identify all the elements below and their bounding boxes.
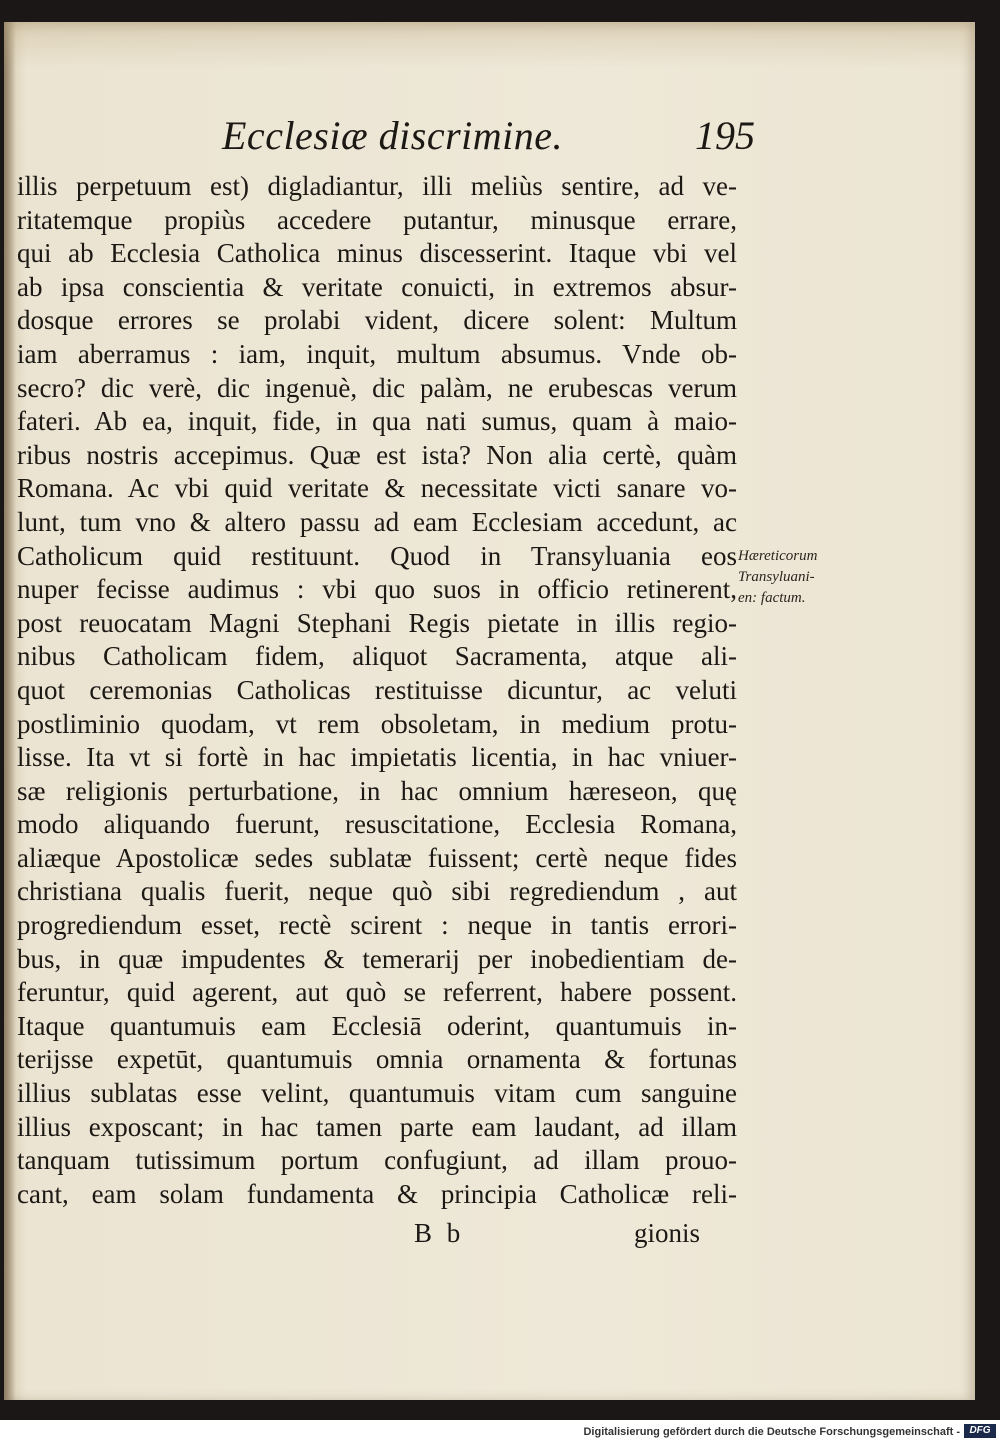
text-line: quot ceremonias Catholicas restituisse dicuntur, ac veluti (17, 674, 737, 705)
marginal-note (738, 546, 870, 609)
text-line: terijsse expetūt, quantumuis omnia ornamenta & fortunas (17, 1044, 737, 1075)
text-line: qui ab Ecclesia Catholica minus discesserint. Itaque vbi vel (17, 238, 737, 269)
catchword: gionis (634, 1218, 701, 1248)
text-line: Romana. Ac vbi quid veritate & necessitate victi sanare vo- (17, 473, 737, 504)
text-line: nuper fecisse audimus : vbi quo suos in officio retinerent, (17, 574, 737, 605)
text-line: postliminio quodam, vt rem obsoletam, in medium protu- (17, 708, 737, 739)
body-text (17, 170, 737, 1211)
text-line: bus, in quæ impudentes & temerarij per inobedientiam de- (17, 943, 737, 974)
text-line: ab ipsa conscientia & veritate conuicti, in extremos absur- (17, 271, 737, 302)
signature-mark: B b (414, 1218, 465, 1248)
page-gutter-shadow (4, 22, 16, 1400)
text-line: nibus Catholicam fidem, aliquot Sacramenta, atque ali- (17, 641, 737, 672)
text-line: aliæque Apostolicæ sedes sublatæ fuissent; certè neque fides (17, 842, 737, 873)
dfg-logo: DFG (964, 1424, 996, 1438)
text-line: ribus nostris accepimus. Quæ est ista? Non alia certè, quàm (17, 439, 737, 470)
text-line: post reuocatam Magni Stephani Regis pietate in illis regio- (17, 607, 737, 638)
text-line: sæ religionis perturbatione, in hac omnium hæreseon, quę (17, 775, 737, 806)
text-line: cant, eam solam fundamenta & principia Catholicæ reli- (17, 1178, 737, 1209)
text-line: christiana qualis fuerit, neque quò sibi regrediendum , aut (17, 876, 737, 907)
text-line: Itaque quantumuis eam Ecclesiā oderint, quantumuis in- (17, 1010, 737, 1041)
footer-bar (0, 1420, 1000, 1443)
text-line: progrediendum esset, rectè scirent : neque in tantis errori- (17, 910, 737, 941)
text-line: ritatemque propiùs accedere putantur, minusque errare, (17, 204, 737, 235)
text-line: illius sublatas esse velint, quantumuis vitam cum sanguine (17, 1078, 737, 1109)
marginal-note-line: en: factum. (738, 590, 806, 606)
text-line: dosque errores se prolabi vident, dicere solent: Multum (17, 305, 737, 336)
text-line: feruntur, quid agerent, aut quò se referrent, habere possent. (17, 977, 737, 1008)
marginal-note-line: Hæreticorum (738, 548, 818, 564)
text-line: Catholicum quid restituunt. Quod in Transyluania eos (17, 540, 737, 571)
page-number: 195 (695, 113, 755, 158)
text-line: iam aberramus : iam, inquit, multum absumus. Vnde ob- (17, 338, 737, 369)
text-line: fateri. Ab ea, inquit, fide, in qua nati sumus, quam à maio- (17, 406, 737, 437)
text-line: secro? dic verè, dic ingenuè, dic palàm, ne erubescas verum (17, 372, 737, 403)
text-line: illius exposcant; in hac tamen parte eam laudant, ad illam (17, 1111, 737, 1142)
text-line: lunt, tum vno & altero passu ad eam Ecclesiam accedunt, ac (17, 506, 737, 537)
running-title: Ecclesiæ discrimine. (222, 113, 564, 158)
text-line: illis perpetuum est) digladiantur, illi meliùs sentire, ad ve- (17, 171, 737, 201)
text-line: lisse. Ita vt si fortè in hac impietatis licentia, in hac vniuer- (17, 742, 737, 773)
funding-credit: Digitalisierung gefördert durch die Deutsche Forschungsgemeinschaft - (583, 1426, 960, 1438)
text-line: modo aliquando fuerunt, resuscitatione, Ecclesia Romana, (17, 809, 737, 840)
marginal-note-line: Transyluani- (738, 569, 815, 585)
text-line: tanquam tutissimum portum confugiunt, ad illam prouo- (17, 1145, 737, 1176)
